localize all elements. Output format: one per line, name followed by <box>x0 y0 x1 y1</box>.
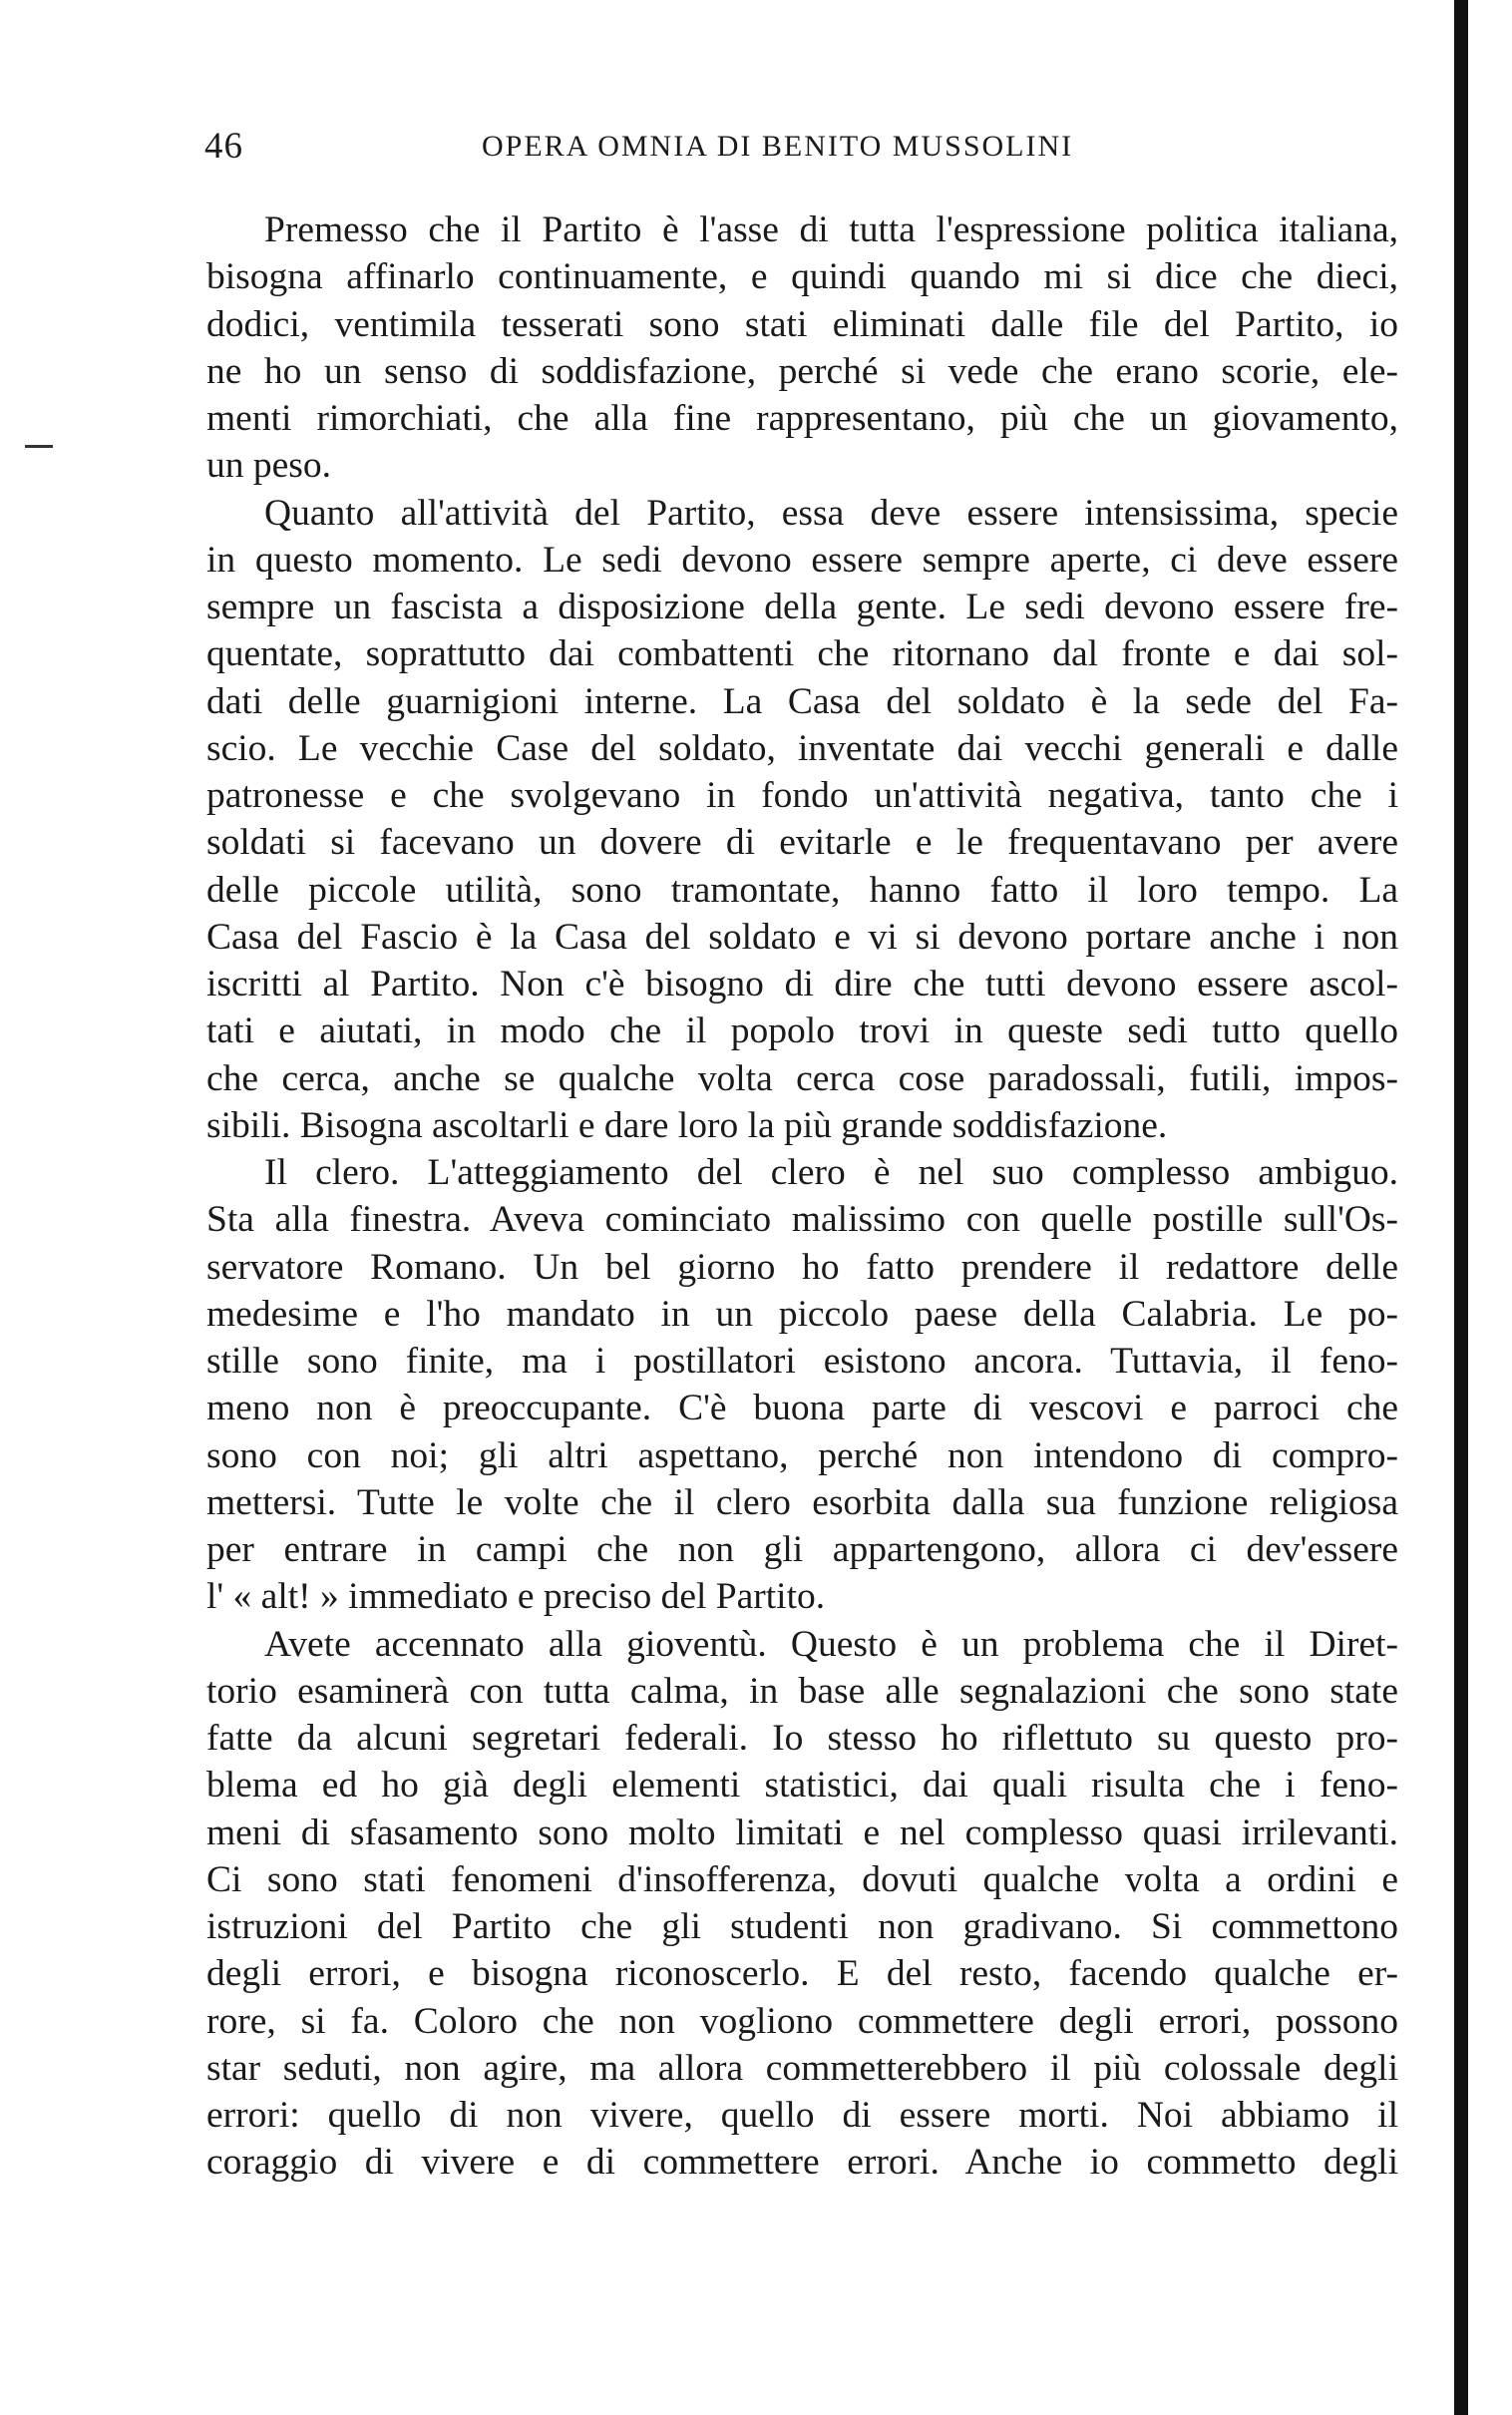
running-title: OPERA OMNIA DI BENITO MUSSOLINI <box>482 130 1074 163</box>
text-line: delle piccole utilità, sono tramontate, hanno fatto il loro tempo. La <box>206 869 1398 911</box>
text-line: coraggio di vivere e di commettere errori. Anche io commetto degli <box>206 2142 1398 2184</box>
text-line: sono con noi; gli altri aspettano, perché non intendono di compro- <box>206 1434 1398 1476</box>
text-line: Il clero. L'atteggiamento del clero è nel suo complesso ambiguo. <box>264 1152 1398 1193</box>
body-text <box>206 206 1398 2187</box>
text-line: Quanto all'attività del Partito, essa deve essere intensissima, specie <box>264 492 1398 534</box>
page-number: 46 <box>204 126 243 167</box>
text-line: per entrare in campi che non gli appartengono, allora ci dev'essere <box>206 1529 1398 1570</box>
text-line: mettersi. Tutte le volte che il clero esorbita dalla sua funzione religiosa <box>206 1481 1398 1523</box>
text-line: Premesso che il Partito è l'asse di tutta l'espressione politica italiana, <box>264 209 1398 250</box>
text-line: rore, si fa. Coloro che non vogliono commettere degli errori, possono <box>206 2000 1398 2042</box>
text-line: dati delle guarnigioni interne. La Casa del soldato è la sede del Fa- <box>206 680 1398 722</box>
text-line: star seduti, non agire, ma allora commetterebbero il più colossale degli <box>206 2047 1398 2089</box>
running-head <box>204 122 1401 172</box>
text-line: un peso. <box>206 445 331 487</box>
text-line: stille sono finite, ma i postillatori esistono ancora. Tuttavia, il feno- <box>206 1341 1398 1382</box>
text-line: Avete accennato alla gioventù. Questo è un problema che il Diret- <box>264 1623 1398 1665</box>
text-line: fatte da alcuni segretari federali. Io stesso ho riflettuto su questo pro- <box>206 1718 1398 1759</box>
text-line: bisogna affinarlo continuamente, e quindi quando mi si dice che dieci, <box>206 256 1398 298</box>
page-edge-shadow <box>1454 0 1468 2415</box>
text-line: scio. Le vecchie Case del soldato, inventate dai vecchi generali e dalle <box>206 727 1398 769</box>
text-line: Casa del Fascio è la Casa del soldato e vi si devono portare anche i non <box>206 916 1398 958</box>
text-line: Ci sono stati fenomeni d'insofferenza, dovuti qualche volta a ordini e <box>206 1858 1398 1900</box>
text-line: ne ho un senso di soddisfazione, perché si vede che erano scorie, ele- <box>206 350 1398 392</box>
text-line: sibili. Bisogna ascoltarli e dare loro la più grande soddisfazione. <box>206 1104 1168 1146</box>
text-line: torio esaminerà con tutta calma, in base alle segnalazioni che sono state <box>206 1670 1398 1712</box>
text-line: iscritti al Partito. Non c'è bisogno di dire che tutti devono essere ascol- <box>206 964 1398 1005</box>
text-line: istruzioni del Partito che gli studenti non gradivano. Si commettono <box>206 1906 1398 1947</box>
text-line: blema ed ho già degli elementi statistici, dai quali risulta che i feno- <box>206 1765 1398 1807</box>
text-line: soldati si facevano un dovere di evitarle e le frequentavano per avere <box>206 822 1398 864</box>
text-line: errori: quello di non vivere, quello di essere morti. Noi abbiamo il <box>206 2095 1398 2136</box>
text-line: degli errori, e bisogna riconoscerlo. E del resto, facendo qualche er- <box>206 1953 1398 1995</box>
text-line: l' « alt! » immediato e preciso del Partito. <box>206 1576 826 1618</box>
text-line: tati e aiutati, in modo che il popolo trovi in queste sedi tutto quello <box>206 1010 1398 1052</box>
text-line: patronesse e che svolgevano in fondo un'attività negativa, tanto che i <box>206 775 1398 816</box>
text-line: medesime e l'ho mandato in un piccolo paese della Calabria. Le po- <box>206 1293 1398 1335</box>
margin-mark <box>25 445 53 448</box>
text-line: menti rimorchiati, che alla fine rappresentano, più che un giovamento, <box>206 398 1398 439</box>
text-line: servatore Romano. Un bel giorno ho fatto prendere il redattore delle <box>206 1246 1398 1288</box>
text-line: Sta alla finestra. Aveva cominciato malissimo con quelle postille sull'Os- <box>206 1199 1398 1241</box>
text-line: in questo momento. Le sedi devono essere sempre aperte, ci deve essere <box>206 539 1398 581</box>
text-line: sempre un fascista a disposizione della gente. Le sedi devono essere fre- <box>206 587 1398 627</box>
text-line: che cerca, anche se qualche volta cerca cose paradossali, futili, impos- <box>206 1057 1398 1099</box>
text-line: quentate, soprattutto dai combattenti che ritornano dal fronte e dai sol- <box>206 633 1398 675</box>
text-line: dodici, ventimila tesserati sono stati eliminati dalle file del Partito, io <box>206 303 1398 345</box>
text-line: meni di sfasamento sono molto limitati e nel complesso quasi irrilevanti. <box>206 1811 1398 1853</box>
text-line: meno non è preoccupante. C'è buona parte di vescovi e parroci che <box>206 1388 1398 1429</box>
